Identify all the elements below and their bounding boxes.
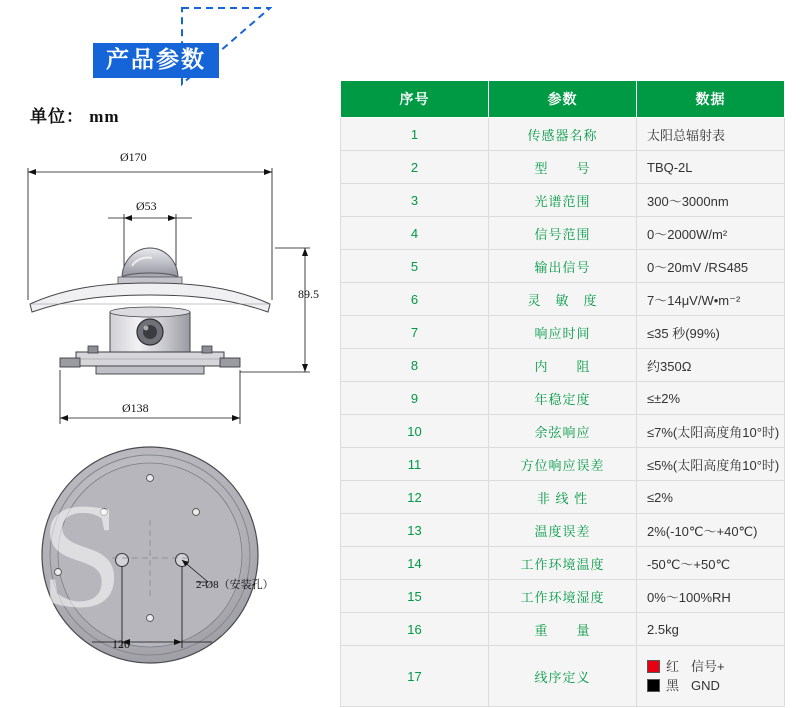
th-param: 参数	[489, 81, 637, 118]
table-row	[341, 151, 785, 184]
th-value: 数据	[637, 81, 785, 118]
table-row	[341, 349, 785, 382]
wire-color-label: 红	[666, 658, 680, 674]
dim-base-diameter: Ø138	[122, 401, 149, 415]
color-swatch-black-icon	[647, 679, 660, 692]
table-row	[341, 613, 785, 646]
cell-index: 16	[341, 613, 489, 646]
dim-outer-diameter: Ø170	[120, 150, 147, 164]
table-row	[341, 217, 785, 250]
cell-value: 0%～100%RH	[637, 580, 785, 613]
cell-value: 0～2000W/m²	[637, 217, 785, 250]
table-row	[341, 283, 785, 316]
dim-height: 89.5	[298, 287, 319, 301]
cell-index: 1	[341, 118, 489, 151]
cell-value: 约350Ω	[637, 349, 785, 382]
cell-index: 7	[341, 316, 489, 349]
cell-index: 2	[341, 151, 489, 184]
cell-index: 5	[341, 250, 489, 283]
cell-param: 余弦响应	[489, 415, 637, 448]
spec-table-container	[340, 80, 785, 707]
cell-value: -50℃～+50℃	[637, 547, 785, 580]
table-row	[341, 481, 785, 514]
cell-index: 6	[341, 283, 489, 316]
cell-param: 光谱范围	[489, 184, 637, 217]
wire-signal-label: GND	[691, 678, 720, 693]
table-row	[341, 316, 785, 349]
table-row	[341, 184, 785, 217]
th-index: 序号	[341, 81, 489, 118]
dim-mounting-holes: 2-Ø8（安装孔）	[196, 579, 274, 591]
table-header-row	[341, 81, 785, 118]
cell-param: 型 号	[489, 151, 637, 184]
cell-value: TBQ-2L	[637, 151, 785, 184]
cell-value: ≤5%(太阳高度角10°时)	[637, 448, 785, 481]
cell-param: 灵 敏 度	[489, 283, 637, 316]
cell-index: 17	[341, 646, 489, 707]
table-row	[341, 415, 785, 448]
cell-index: 10	[341, 415, 489, 448]
cell-index: 11	[341, 448, 489, 481]
table-row-wire-definition	[341, 646, 785, 707]
cell-param: 年稳定度	[489, 382, 637, 415]
cell-param: 信号范围	[489, 217, 637, 250]
wire-color-label: 黑	[666, 678, 680, 693]
spec-table	[340, 80, 785, 707]
cell-value: ≤2%	[637, 481, 785, 514]
technical-drawing	[0, 0, 340, 708]
cell-param: 重 量	[489, 613, 637, 646]
table-row	[341, 118, 785, 151]
dim-hole-spacing: 120	[112, 637, 130, 651]
cell-param: 非 线 性	[489, 481, 637, 514]
cell-param: 输出信号	[489, 250, 637, 283]
table-row	[341, 250, 785, 283]
cell-value: 0～20mV /RS485	[637, 250, 785, 283]
cell-index: 14	[341, 547, 489, 580]
color-swatch-red-icon	[647, 660, 660, 673]
cell-index: 12	[341, 481, 489, 514]
drawing-panel	[0, 0, 340, 708]
cell-value: 2%(-10℃～+40℃)	[637, 514, 785, 547]
cell-index: 13	[341, 514, 489, 547]
cell-index: 8	[341, 349, 489, 382]
wire-line-black	[647, 676, 783, 696]
cell-value: ≤35 秒(99%)	[637, 316, 785, 349]
cell-param: 传感器名称	[489, 118, 637, 151]
dim-dome-diameter: Ø53	[136, 199, 157, 213]
cell-param: 响应时间	[489, 316, 637, 349]
page-title: 产品参数	[93, 43, 219, 78]
wire-line-red	[647, 657, 783, 677]
cell-value: ≤±2%	[637, 382, 785, 415]
cell-param: 工作环境湿度	[489, 580, 637, 613]
cell-value: 2.5kg	[637, 613, 785, 646]
watermark: S	[40, 473, 124, 639]
cell-value-wire	[637, 646, 785, 707]
cell-value: 太阳总辐射表	[637, 118, 785, 151]
cell-value: 7～14μV/W•m⁻²	[637, 283, 785, 316]
table-row	[341, 580, 785, 613]
table-row	[341, 547, 785, 580]
cell-param: 线序定义	[489, 646, 637, 707]
wire-signal-label: 信号+	[691, 658, 725, 674]
cell-param: 内 阻	[489, 349, 637, 382]
cell-index: 9	[341, 382, 489, 415]
cell-param: 温度误差	[489, 514, 637, 547]
cell-index: 3	[341, 184, 489, 217]
cell-index: 4	[341, 217, 489, 250]
cell-param: 工作环境温度	[489, 547, 637, 580]
cell-value: 300～3000nm	[637, 184, 785, 217]
table-row	[341, 382, 785, 415]
cell-value: ≤7%(太阳高度角10°时)	[637, 415, 785, 448]
cell-index: 15	[341, 580, 489, 613]
cell-param: 方位响应误差	[489, 448, 637, 481]
unit-label: 单位： mm	[30, 107, 120, 126]
table-row	[341, 514, 785, 547]
table-row	[341, 448, 785, 481]
